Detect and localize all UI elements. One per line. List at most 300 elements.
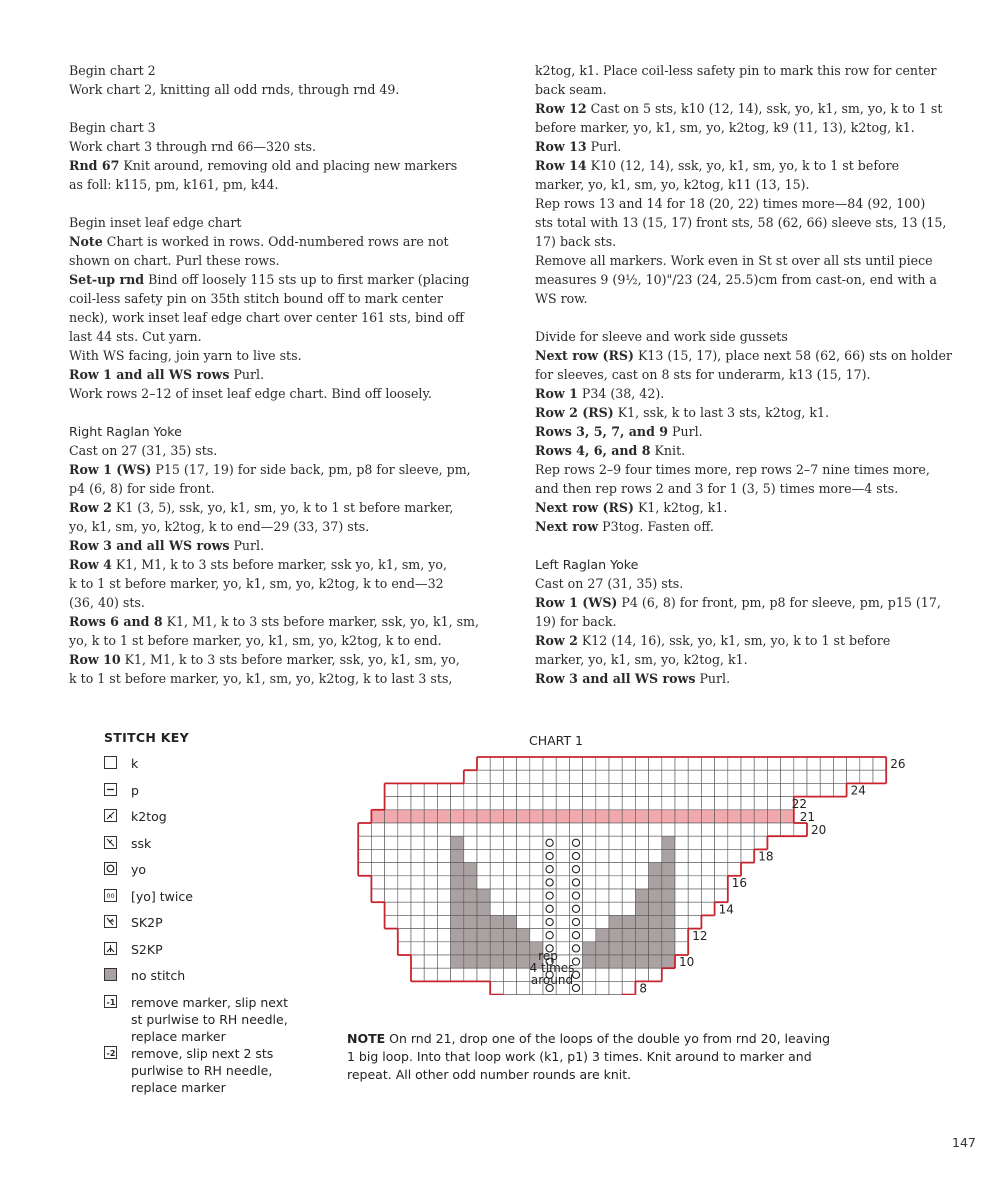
chart-cell bbox=[556, 929, 569, 942]
chart-cell bbox=[662, 955, 675, 968]
chart-cell bbox=[622, 836, 635, 849]
chart-cell bbox=[622, 915, 635, 928]
chart-cell bbox=[622, 955, 635, 968]
stitch-key-item bbox=[104, 861, 304, 888]
chart-cell bbox=[451, 955, 464, 968]
chart-cell bbox=[371, 863, 384, 876]
chart-cell bbox=[437, 849, 450, 862]
text-line bbox=[535, 574, 975, 593]
chart-cell bbox=[411, 902, 424, 915]
text-run: Bind off loosely 115 sts up to first marker (placing bbox=[144, 272, 470, 287]
chart-cell bbox=[451, 889, 464, 902]
chart-cell bbox=[596, 757, 609, 770]
chart-cell bbox=[358, 849, 371, 862]
stitch-key-label: p bbox=[131, 782, 139, 798]
chart-cell bbox=[860, 770, 873, 783]
chart-cell bbox=[781, 810, 794, 823]
svg-text:-1: -1 bbox=[106, 997, 116, 1007]
chart-cell bbox=[398, 823, 411, 836]
chart-cell bbox=[715, 876, 728, 889]
chart-cell bbox=[741, 797, 754, 810]
paragraph bbox=[535, 327, 975, 536]
chart-cell bbox=[701, 823, 714, 836]
text-run: Work chart 2, knitting all odd rnds, through rnd 49. bbox=[69, 82, 400, 97]
chart-cell bbox=[688, 849, 701, 862]
chart-cell bbox=[424, 823, 437, 836]
chart-cell bbox=[675, 849, 688, 862]
chart-cell bbox=[662, 915, 675, 928]
chart-cell bbox=[424, 902, 437, 915]
text-run: before marker, yo, k1, sm, yo, k2tog, k9 (11, 13), k2tog, k1. bbox=[535, 120, 915, 135]
chart-cell bbox=[649, 968, 662, 981]
bold-term: Rows 3, 5, 7, and 9 bbox=[535, 424, 669, 439]
stitch-key-label: k bbox=[131, 756, 139, 771]
chart-cell bbox=[649, 823, 662, 836]
chart-cell bbox=[860, 757, 873, 770]
text-run: Divide for sleeve and work side gussets bbox=[535, 329, 788, 344]
chart-cell bbox=[477, 876, 490, 889]
chart-cell bbox=[662, 889, 675, 902]
chart-cell bbox=[424, 942, 437, 955]
chart-cell bbox=[385, 915, 398, 928]
bold-term: Rows 6 and 8 bbox=[69, 614, 163, 629]
chart-cell bbox=[675, 797, 688, 810]
text-run: Cast on 27 (31, 35) sts. bbox=[69, 443, 218, 458]
chart-cell bbox=[556, 902, 569, 915]
chart-cell bbox=[517, 968, 530, 981]
marker2-symbol-icon bbox=[104, 1046, 117, 1059]
chart-cell bbox=[517, 915, 530, 928]
row-number-label: 26 bbox=[890, 757, 906, 772]
dash-symbol-icon bbox=[104, 783, 117, 796]
text-run: K1, k2tog, k1. bbox=[633, 500, 728, 515]
chart-cell bbox=[517, 863, 530, 876]
chart-cell bbox=[635, 968, 648, 981]
text-line bbox=[535, 441, 975, 460]
chart-cell bbox=[569, 836, 582, 849]
chart-cell bbox=[596, 783, 609, 796]
chart-cell bbox=[477, 783, 490, 796]
chart-cell bbox=[424, 889, 437, 902]
text-line bbox=[69, 555, 514, 574]
text-run: K13 (15, 17), place next 58 (62, 66) sts on holder bbox=[633, 348, 953, 363]
chart-cell bbox=[569, 929, 582, 942]
chart-cell bbox=[767, 810, 780, 823]
chart-cell bbox=[728, 849, 741, 862]
chart-cell bbox=[503, 902, 516, 915]
text-line bbox=[535, 80, 975, 99]
chart-cell bbox=[543, 915, 556, 928]
chart-1 bbox=[330, 725, 950, 995]
chart-cell bbox=[569, 757, 582, 770]
chart-cell bbox=[371, 823, 384, 836]
chart-cell bbox=[451, 929, 464, 942]
chart-cell bbox=[437, 968, 450, 981]
chart-cell bbox=[385, 902, 398, 915]
chart-cell bbox=[688, 783, 701, 796]
chart-cell bbox=[503, 863, 516, 876]
chart-cell bbox=[385, 876, 398, 889]
chart-cell bbox=[569, 823, 582, 836]
text-run: K1, M1, k to 3 sts before marker, ssk yo, k1, sm, yo, bbox=[111, 557, 447, 572]
chart-cell bbox=[398, 889, 411, 902]
chart-cell bbox=[622, 929, 635, 942]
bold-term: Rows 4, 6, and 8 bbox=[535, 443, 651, 458]
chart-cell bbox=[622, 902, 635, 915]
text-line bbox=[69, 118, 514, 137]
bold-term: Rnd 67 bbox=[69, 158, 120, 173]
chart-cell bbox=[424, 915, 437, 928]
double-circle-symbol-icon bbox=[104, 889, 117, 902]
chart-cell bbox=[437, 902, 450, 915]
bold-term: Note bbox=[69, 234, 103, 249]
text-run: Purl. bbox=[229, 367, 265, 382]
chart-cell bbox=[662, 876, 675, 889]
chart-cell bbox=[437, 889, 450, 902]
chart-cell bbox=[556, 757, 569, 770]
chart-cell bbox=[609, 783, 622, 796]
chart-cell bbox=[767, 757, 780, 770]
chart-cell bbox=[583, 757, 596, 770]
chart-cell bbox=[490, 863, 503, 876]
chart-cell bbox=[609, 889, 622, 902]
chart-cell bbox=[741, 810, 754, 823]
chart-cell bbox=[530, 929, 543, 942]
text-line bbox=[535, 669, 975, 688]
bold-term: Row 14 bbox=[535, 158, 587, 173]
chart-cell bbox=[517, 770, 530, 783]
stitch-key-item bbox=[104, 941, 304, 968]
bold-term: Set-up rnd bbox=[69, 272, 145, 287]
chart-cell bbox=[556, 783, 569, 796]
chart-cell bbox=[358, 823, 371, 836]
chart-cell bbox=[530, 770, 543, 783]
text-run: K1 (3, 5), ssk, yo, k1, sm, yo, k to 1 st before marker, bbox=[111, 500, 454, 515]
chart-cell bbox=[728, 797, 741, 810]
chart-cell bbox=[358, 863, 371, 876]
chart-cell bbox=[583, 876, 596, 889]
chart-cell bbox=[451, 876, 464, 889]
chart-cell bbox=[398, 915, 411, 928]
text-run: Rep rows 13 and 14 for 18 (20, 22) times more—84 (92, 100) bbox=[535, 196, 926, 211]
text-run: for sleeves, cast on 8 sts for underarm, k13 (15, 17). bbox=[535, 367, 871, 382]
text-run: Cast on 27 (31, 35) sts. bbox=[535, 576, 684, 591]
chart-cell bbox=[451, 942, 464, 955]
chart-cell bbox=[464, 889, 477, 902]
right-text-column bbox=[535, 61, 975, 707]
chart-cell bbox=[635, 929, 648, 942]
text-line bbox=[69, 175, 514, 194]
chart-cell bbox=[477, 757, 490, 770]
chart-cell bbox=[701, 783, 714, 796]
chart-cell bbox=[490, 942, 503, 955]
chart-cell bbox=[609, 770, 622, 783]
chart-cell bbox=[451, 849, 464, 862]
chart-cell bbox=[503, 770, 516, 783]
chart-cell bbox=[635, 876, 648, 889]
text-line bbox=[535, 99, 975, 118]
row-number-label: 14 bbox=[718, 902, 734, 917]
chart-cell bbox=[622, 889, 635, 902]
chart-cell bbox=[596, 797, 609, 810]
text-run: Purl. bbox=[695, 671, 731, 686]
chart-cell bbox=[556, 889, 569, 902]
chart-cell bbox=[490, 902, 503, 915]
text-run: yo, k to 1 st before marker, yo, k1, sm, yo, k2tog, k to end. bbox=[69, 633, 442, 648]
chart-cell bbox=[517, 810, 530, 823]
chart-cell bbox=[609, 757, 622, 770]
chart-cell bbox=[754, 823, 767, 836]
chart-cell bbox=[754, 836, 767, 849]
stitch-key-item bbox=[104, 888, 304, 915]
chart-cell bbox=[596, 902, 609, 915]
stitch-key-label: remove, slip next 2 sts purlwise to RH needle, replace marker bbox=[131, 1045, 274, 1095]
chart-cell bbox=[675, 915, 688, 928]
chart-cell bbox=[464, 797, 477, 810]
text-line bbox=[69, 479, 514, 498]
chart-cell bbox=[530, 836, 543, 849]
bold-term: Row 2 bbox=[69, 500, 112, 515]
rep-label-2: 4 times bbox=[529, 961, 575, 975]
text-run: Purl. bbox=[586, 139, 622, 154]
text-line bbox=[69, 232, 514, 251]
text-line bbox=[69, 346, 514, 365]
chart-cell bbox=[411, 863, 424, 876]
chart-cell bbox=[424, 797, 437, 810]
chart-cell bbox=[635, 836, 648, 849]
text-line bbox=[69, 137, 514, 156]
chart-cell bbox=[596, 810, 609, 823]
text-run: Remove all markers. Work even in St st over all sts until piece bbox=[535, 253, 933, 268]
chart-cell bbox=[464, 915, 477, 928]
text-run: p4 (6, 8) for side front. bbox=[69, 481, 215, 496]
bold-term: Next row (RS) bbox=[535, 348, 634, 363]
stitch-key-label: k2tog bbox=[131, 809, 167, 824]
text-run: P3tog. Fasten off. bbox=[598, 519, 714, 534]
chart-cell bbox=[358, 836, 371, 849]
chart-cell bbox=[451, 810, 464, 823]
chart-cell bbox=[556, 876, 569, 889]
chart-cell bbox=[477, 915, 490, 928]
chart-cell bbox=[451, 863, 464, 876]
chart-cell bbox=[622, 863, 635, 876]
chart-cell bbox=[675, 823, 688, 836]
chart-cell bbox=[556, 810, 569, 823]
paragraph bbox=[535, 555, 975, 688]
paragraph bbox=[69, 213, 514, 403]
chart-cell bbox=[662, 810, 675, 823]
chart-cell bbox=[477, 863, 490, 876]
chart-note bbox=[347, 1030, 831, 1084]
chart-cell bbox=[569, 876, 582, 889]
text-line bbox=[535, 137, 975, 156]
chart-cell bbox=[609, 849, 622, 862]
chart-cell bbox=[622, 757, 635, 770]
chart-cell bbox=[635, 955, 648, 968]
chart-cell bbox=[741, 757, 754, 770]
text-line bbox=[69, 384, 514, 403]
chart-cell bbox=[464, 849, 477, 862]
chart-cell bbox=[715, 863, 728, 876]
chart-cell bbox=[451, 915, 464, 928]
chart-cell bbox=[583, 797, 596, 810]
chart-cell bbox=[781, 783, 794, 796]
chart-cell bbox=[609, 797, 622, 810]
text-run: k to 1 st before marker, yo, k1, sm, yo, k2tog, k to last 3 sts, bbox=[69, 671, 453, 686]
chart-cell bbox=[649, 836, 662, 849]
chart-cell bbox=[583, 915, 596, 928]
chart-cell bbox=[583, 981, 596, 994]
chart-cell bbox=[437, 929, 450, 942]
chart-cell bbox=[411, 810, 424, 823]
chart-cell bbox=[503, 876, 516, 889]
chart-cell bbox=[543, 797, 556, 810]
text-run: WS row. bbox=[535, 291, 588, 306]
chart-cell bbox=[503, 836, 516, 849]
chart-cell bbox=[517, 955, 530, 968]
chart-cell bbox=[517, 783, 530, 796]
chart-cell bbox=[490, 968, 503, 981]
stitch-key-label: remove marker, slip next st purlwise to RH needle, replace marker bbox=[131, 994, 289, 1044]
chart-cell bbox=[503, 849, 516, 862]
text-run: 17) back sts. bbox=[535, 234, 617, 249]
chart-cell bbox=[715, 797, 728, 810]
chart-cell bbox=[688, 810, 701, 823]
chart-cell bbox=[715, 823, 728, 836]
text-line bbox=[535, 251, 975, 270]
chart-cell bbox=[530, 849, 543, 862]
chart-cell bbox=[556, 863, 569, 876]
chart-cell bbox=[503, 981, 516, 994]
text-line bbox=[535, 365, 975, 384]
chart-cell bbox=[517, 889, 530, 902]
chart-cell bbox=[649, 797, 662, 810]
chart-cell bbox=[464, 876, 477, 889]
chart-cell bbox=[675, 889, 688, 902]
text-line bbox=[535, 612, 975, 631]
chart-cell bbox=[688, 915, 701, 928]
chart-cell bbox=[583, 968, 596, 981]
chart-cell bbox=[820, 757, 833, 770]
chart-cell bbox=[701, 836, 714, 849]
stitch-key-item bbox=[104, 967, 304, 994]
chart-cell bbox=[451, 797, 464, 810]
text-line bbox=[69, 365, 514, 384]
chart-cell bbox=[583, 783, 596, 796]
chart-cell bbox=[424, 836, 437, 849]
bold-term: Row 10 bbox=[69, 652, 121, 667]
chart-cell bbox=[424, 968, 437, 981]
chart-cell bbox=[464, 783, 477, 796]
chart-cell bbox=[688, 836, 701, 849]
chart-cell bbox=[437, 863, 450, 876]
chart-cell bbox=[675, 783, 688, 796]
chart-cell bbox=[398, 797, 411, 810]
chart-cell bbox=[477, 902, 490, 915]
chart-cell bbox=[741, 783, 754, 796]
row-number-label: 18 bbox=[758, 849, 774, 864]
chart-cell bbox=[424, 929, 437, 942]
chart-cell bbox=[754, 783, 767, 796]
chart-cell bbox=[464, 810, 477, 823]
chart-cell bbox=[530, 797, 543, 810]
ssk-symbol-icon bbox=[104, 836, 117, 849]
chart-cell bbox=[622, 942, 635, 955]
chart-cell bbox=[675, 770, 688, 783]
chart-cell bbox=[807, 757, 820, 770]
row-number-label: 8 bbox=[639, 981, 648, 995]
note-line-2: 1 big loop. Into that loop work (k1, p1) 3 times. Knit around to marker and bbox=[347, 1049, 812, 1064]
text-line bbox=[69, 631, 514, 650]
chart-cell bbox=[596, 889, 609, 902]
chart-cell bbox=[649, 849, 662, 862]
chart-cell bbox=[715, 757, 728, 770]
chart-cell bbox=[675, 810, 688, 823]
row-number-label: 16 bbox=[731, 876, 748, 890]
text-run: last 44 sts. Cut yarn. bbox=[69, 329, 202, 344]
chart-cell bbox=[530, 757, 543, 770]
chart-cell bbox=[583, 863, 596, 876]
chart-cell bbox=[635, 942, 648, 955]
chart-cell bbox=[556, 942, 569, 955]
chart-cell bbox=[767, 797, 780, 810]
chart-cell bbox=[464, 942, 477, 955]
chart-cell bbox=[701, 876, 714, 889]
chart-cell bbox=[424, 810, 437, 823]
chart-cell bbox=[424, 849, 437, 862]
chart-cell bbox=[754, 757, 767, 770]
chart-cell bbox=[662, 863, 675, 876]
chart-cell bbox=[583, 849, 596, 862]
chart-cell bbox=[662, 757, 675, 770]
chart-cell bbox=[635, 915, 648, 928]
chart-cell bbox=[464, 968, 477, 981]
text-line bbox=[535, 289, 975, 308]
text-line bbox=[69, 327, 514, 346]
text-line bbox=[535, 346, 975, 365]
text-line bbox=[69, 574, 514, 593]
chart-cell bbox=[411, 797, 424, 810]
chart-cell bbox=[715, 889, 728, 902]
chart-cell bbox=[833, 770, 846, 783]
text-line bbox=[69, 251, 514, 270]
chart-cell bbox=[609, 863, 622, 876]
chart-cell bbox=[767, 783, 780, 796]
chart-title: CHART 1 bbox=[528, 733, 584, 748]
chart-cell bbox=[451, 836, 464, 849]
chart-cell bbox=[622, 783, 635, 796]
chart-cell bbox=[609, 955, 622, 968]
paragraph bbox=[69, 61, 514, 99]
chart-cell bbox=[569, 889, 582, 902]
chart-cell bbox=[675, 876, 688, 889]
chart-cell bbox=[675, 863, 688, 876]
bold-term: Row 4 bbox=[69, 557, 112, 572]
text-run: Purl. bbox=[229, 538, 265, 553]
chart-cell bbox=[873, 757, 886, 770]
text-line bbox=[535, 555, 975, 574]
chart-cell bbox=[371, 876, 384, 889]
chart-cell bbox=[635, 823, 648, 836]
chart-cell bbox=[477, 955, 490, 968]
chart-cell bbox=[503, 968, 516, 981]
chart-cell bbox=[596, 823, 609, 836]
chart-cell bbox=[662, 797, 675, 810]
chart-cell bbox=[833, 757, 846, 770]
stitch-key-item bbox=[104, 808, 304, 835]
gray-symbol-icon bbox=[104, 968, 117, 981]
chart-cell bbox=[517, 902, 530, 915]
